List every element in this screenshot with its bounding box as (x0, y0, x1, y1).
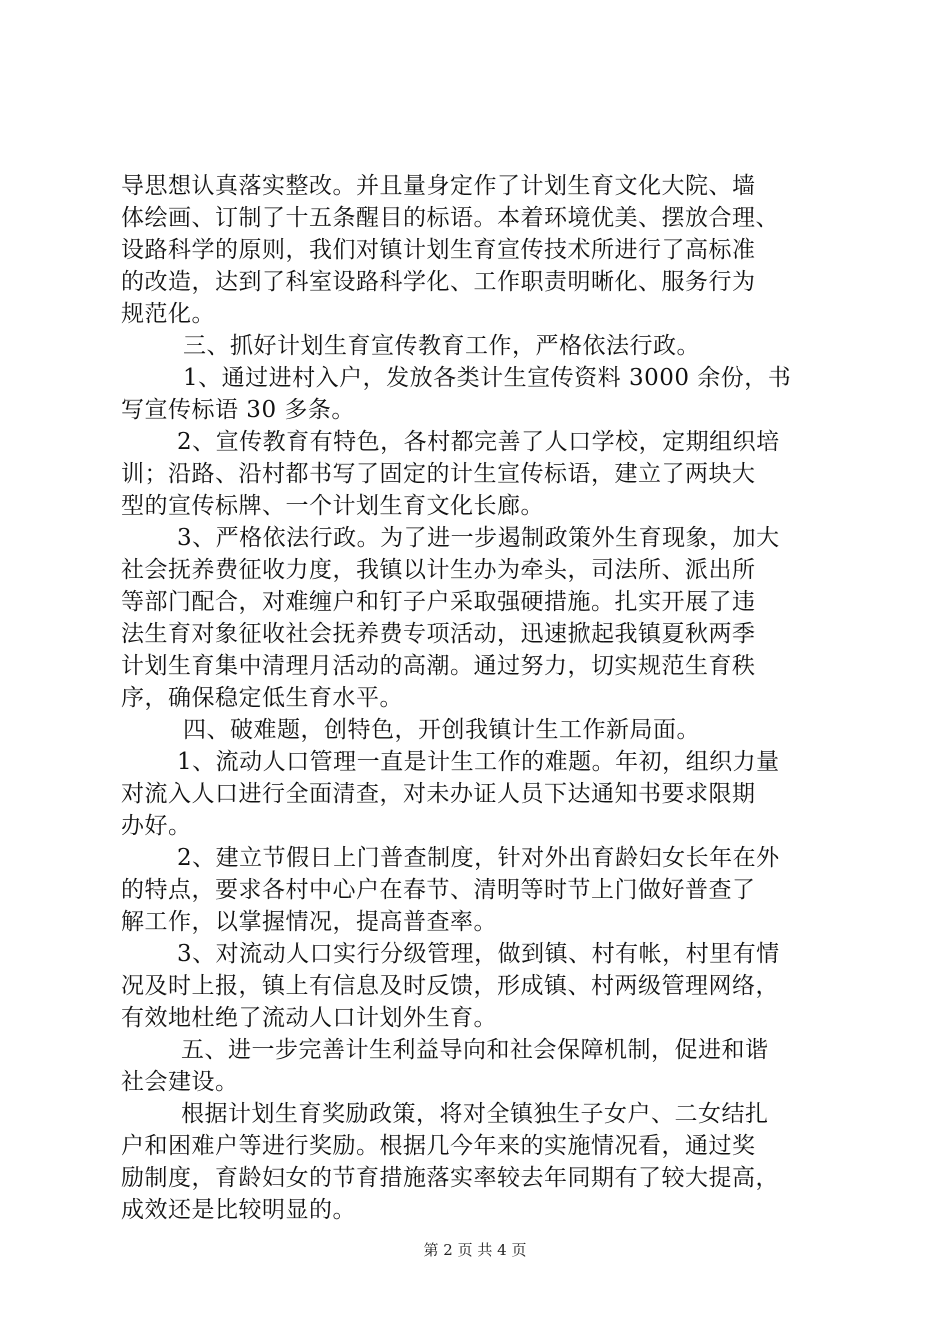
text-line: 3、严格依法行政。为了进一步遏制政策外生育现象，加大 (177, 525, 780, 551)
text-line: 1、通过进村入户，发放各类计生宣传资料 3000 余份，书 (183, 365, 792, 391)
section-heading: 四、破难题，创特色，开创我镇计生工作新局面。 (183, 717, 700, 743)
text-line: 2、宣传教育有特色，各村都完善了人口学校，定期组织培 (177, 429, 780, 455)
text-line: 训；沿路、沿村都书写了固定的计生宣传标语，建立了两块大 (121, 461, 756, 487)
text-line: 况及时上报，镇上有信息及时反馈，形成镇、村两级管理网络， (121, 973, 779, 999)
text-line: 2、建立节假日上门普查制度，针对外出育龄妇女长年在外 (177, 845, 780, 871)
text-line: 体绘画、订制了十五条醒目的标语。本着环境优美、摆放合理、 (121, 205, 779, 231)
body-text (121, 170, 833, 1226)
text-line: 根据计划生育奖励政策，将对全镇独生子女户、二女结扎 (181, 1101, 769, 1127)
text-line: 的特点，要求各村中心户在春节、清明等时节上门做好普查了 (121, 877, 756, 903)
text-line: 解工作，以掌握情况，提高普查率。 (121, 909, 497, 935)
text-line: 1、流动人口管理一直是计生工作的难题。年初，组织力量 (177, 749, 780, 775)
text-line: 社会抚养费征收力度，我镇以计生办为牵头，司法所、派出所 (121, 557, 756, 583)
text-line: 计划生育集中清理月活动的高潮。通过努力，切实规范生育秩 (121, 653, 756, 679)
text-line: 规范化。 (121, 301, 215, 327)
text-line: 设路科学的原则，我们对镇计划生育宣传技术所进行了高标准 (121, 237, 756, 263)
text-line: 写宣传标语 30 多条。 (121, 397, 355, 423)
text-line: 对流入人口进行全面清查，对未办证人员下达通知书要求限期 (121, 781, 756, 807)
text-line: 户和困难户等进行奖励。根据几今年来的实施情况看，通过奖 (121, 1133, 756, 1159)
text-line: 成效还是比较明显的。 (121, 1197, 356, 1223)
text-line: 办好。 (121, 813, 192, 839)
text-line: 等部门配合，对难缠户和钉子户采取强硬措施。扎实开展了违 (121, 589, 756, 615)
page-number-label: 第 2 页 共 4 页 (423, 1241, 527, 1259)
text-line: 励制度，育龄妇女的节育措施落实率较去年同期有了较大提高， (121, 1165, 779, 1191)
text-line: 型的宣传标牌、一个计划生育文化长廊。 (121, 493, 544, 519)
text-line: 法生育对象征收社会抚养费专项活动，迅速掀起我镇夏秋两季 (121, 621, 756, 647)
page-footer (0, 1240, 950, 1260)
section-heading: 五、进一步完善计生利益导向和社会保障机制，促进和谐 (181, 1037, 769, 1063)
text-line: 社会建设。 (121, 1069, 239, 1095)
text-line: 的改造，达到了科室设路科学化、工作职责明晰化、服务行为 (121, 269, 756, 295)
text-line: 序，确保稳定低生育水平。 (121, 685, 403, 711)
section-heading: 三、抓好计划生育宣传教育工作，严格依法行政。 (183, 333, 700, 359)
text-line: 3、对流动人口实行分级管理，做到镇、村有帐，村里有情 (177, 941, 780, 967)
text-line: 有效地杜绝了流动人口计划外生育。 (121, 1005, 497, 1031)
text-line: 导思想认真落实整改。并且量身定作了计划生育文化大院、墙 (121, 173, 756, 199)
